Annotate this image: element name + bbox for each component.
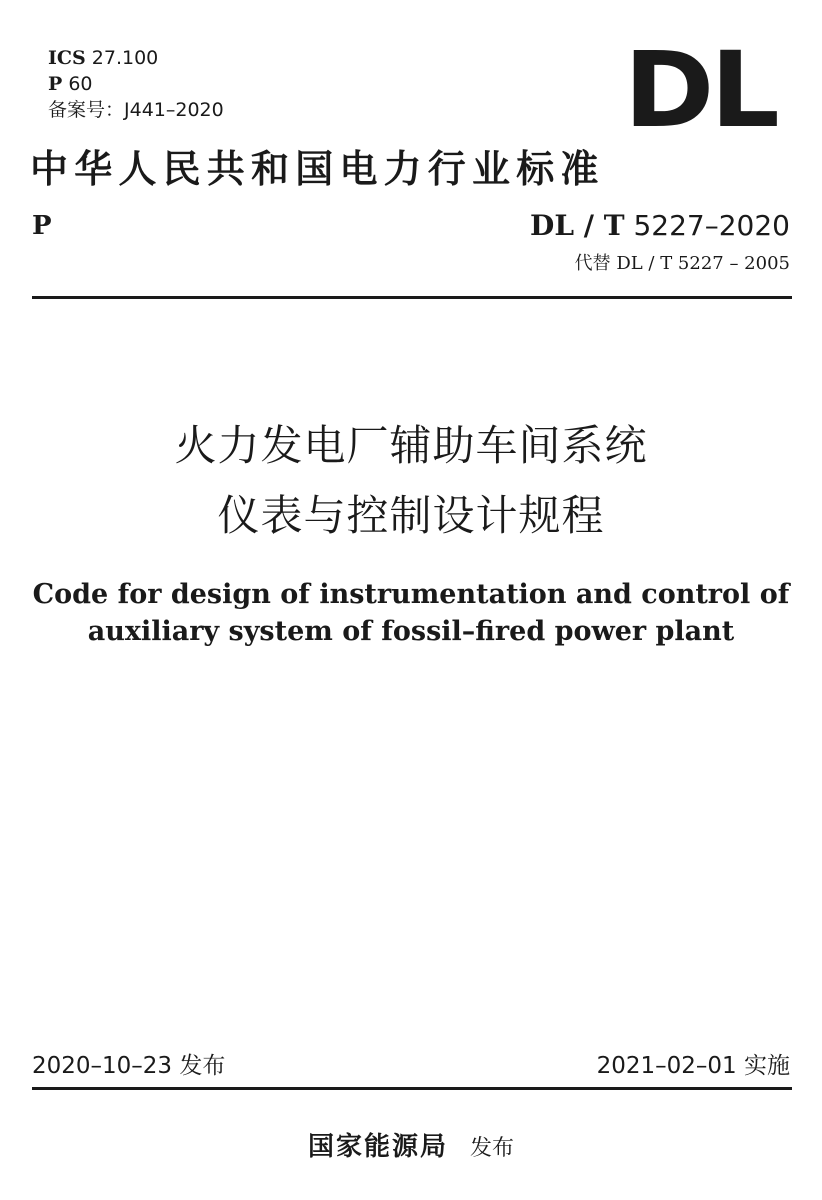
replaces-standard: 代替 DL / T 5227 – 2005 bbox=[574, 253, 790, 274]
record-number bbox=[48, 98, 224, 122]
title-cn-line1: 火力发电厂辅助车间系统 bbox=[174, 421, 648, 470]
issue-date: 2020–10–23 发布 bbox=[32, 1053, 226, 1079]
record-label: 备案号： bbox=[48, 99, 125, 121]
publisher bbox=[0, 1130, 822, 1167]
dl-logo: DL bbox=[624, 29, 776, 151]
category-code: P bbox=[32, 211, 52, 241]
category-label: P bbox=[48, 73, 63, 95]
bottom-divider bbox=[32, 1087, 792, 1090]
publisher-organization: 国家能源局 bbox=[307, 1132, 448, 1162]
title-cn-line2: 仪表与控制设计规程 bbox=[217, 491, 605, 540]
category-value: 60 bbox=[68, 73, 93, 95]
standard-number-prefix: DL / T bbox=[530, 209, 625, 242]
standard-number-value: 5227–2020 bbox=[633, 209, 790, 242]
effective-date: 2021–02–01 实施 bbox=[596, 1053, 790, 1079]
top-divider bbox=[32, 296, 792, 299]
ics-label: ICS bbox=[48, 47, 86, 69]
ics-code bbox=[48, 46, 158, 70]
category-code-line bbox=[48, 72, 93, 96]
title-en-line1: Code for design of instrumentation and control of bbox=[32, 579, 790, 610]
record-value: J441–2020 bbox=[124, 99, 224, 121]
standard-number bbox=[530, 208, 790, 244]
publisher-action: 发布 bbox=[470, 1136, 515, 1161]
standard-category-title: 中华人民共和国电力行业标准 bbox=[30, 146, 605, 191]
ics-value: 27.100 bbox=[91, 47, 159, 69]
title-en-line2: auxiliary system of fossil–fired power plant bbox=[87, 616, 735, 647]
